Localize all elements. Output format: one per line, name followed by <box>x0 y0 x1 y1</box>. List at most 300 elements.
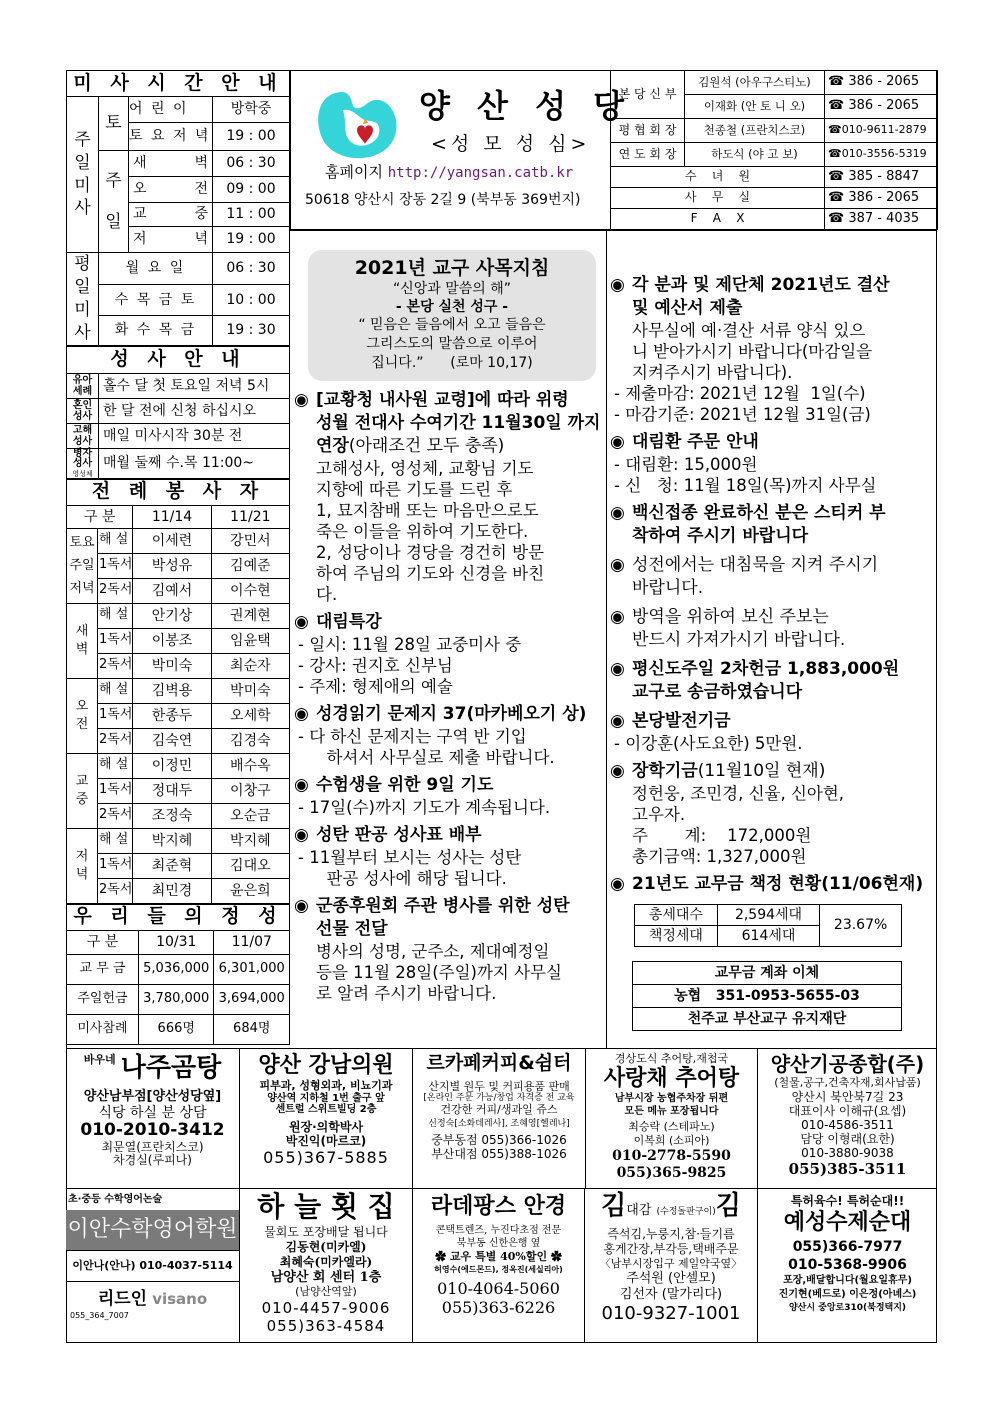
table-row <box>67 703 290 728</box>
ad-line: 초·중등 수학영어논술 <box>68 1194 163 1205</box>
ad-gigong <box>758 1049 937 1188</box>
contact-role: F A X <box>611 209 825 230</box>
account-number: 농협 351-0953-5655-03 <box>633 985 902 1008</box>
server-name: 김경숙 <box>211 728 289 753</box>
ad-name: 김 <box>601 1191 627 1221</box>
mass-label: 오 전 <box>129 177 213 203</box>
notice-item <box>292 703 604 768</box>
server-name: 박성유 <box>133 553 211 578</box>
notice-line: 니 받아가시기 바랍니다(마감일을 <box>632 342 873 361</box>
server-role: 해 설 <box>98 678 133 703</box>
table-row <box>67 753 290 778</box>
ad-line: 식당 하실 분 상담 <box>98 1104 207 1121</box>
servers-header: 11/14 <box>133 505 211 528</box>
ad-line: 담당 이형래(요한) <box>800 1132 895 1146</box>
notice-item <box>608 502 936 548</box>
tithe-status-table <box>634 904 902 947</box>
ad-prefix: 바우네 <box>83 1053 116 1066</box>
notice-line: - 대림환: 15,000원 <box>614 455 758 474</box>
account-transfer-box <box>632 961 902 1031</box>
table-row <box>67 603 290 628</box>
notice-item <box>608 710 936 754</box>
ad-line: 경상도식 추어탕,재첩국 <box>614 1052 729 1065</box>
notice-title: 수험생을 위한 9일 기도 <box>316 775 494 795</box>
notice-title: 교구로 송금하였습니다 <box>632 682 803 702</box>
weekday-mass-label: 평일미사 <box>74 254 91 343</box>
pastor-label: 본 당 신 부 <box>611 71 685 119</box>
offerings-header: 10/31 <box>139 930 214 954</box>
sacrament-label: 혼인성사 <box>72 399 93 422</box>
notice-title: 선물 전달 <box>316 919 388 939</box>
notice-title: 장학기금 <box>632 761 698 781</box>
server-group-label: 저녁 <box>75 849 89 882</box>
table-row <box>67 728 290 753</box>
notice-item <box>292 389 604 605</box>
notice-item <box>608 554 936 600</box>
phone-number: 386 - 2065 <box>848 74 920 90</box>
phone-number: 010-9611-2879 <box>841 123 927 137</box>
server-name: 권계현 <box>211 603 289 628</box>
mass-time: 06 : 30 <box>213 253 290 285</box>
server-name: 오순금 <box>211 803 289 828</box>
ad-line: 신정숙[소화데레사], 조혜영[헬레나] <box>428 1119 570 1130</box>
notice-line: 판공 성사에 해당 됩니다. <box>316 869 507 888</box>
table-row <box>67 1014 290 1044</box>
notice-line: 고우자. <box>632 805 686 824</box>
ad-line: 〈남부시장입구 제일약국옆〉 <box>599 1257 743 1270</box>
ad-name: 나주곰탕 <box>120 1053 222 1083</box>
ad-line: 진기현(베드로) 이은정(아녜스) <box>778 1289 917 1300</box>
ad-academy <box>66 1189 240 1343</box>
offering-value: 5,036,000 <box>139 954 214 984</box>
offering-value: 684명 <box>214 1014 290 1044</box>
notice-item <box>608 431 936 496</box>
ad-line: 산지별 원두 및 커피용품 판매 <box>428 1079 570 1093</box>
server-name: 김벽용 <box>133 678 211 703</box>
server-name: 안기상 <box>133 603 211 628</box>
motto-theme: “신앙과 말씀의 해” <box>392 281 512 297</box>
notice-title: 21년도 교무금 책정 현황(11/06현재) <box>632 874 924 894</box>
ad-line: 김동현(미카엘) <box>285 1240 367 1254</box>
notice-item <box>608 873 936 896</box>
ad-line: 양산시 북안북7길 23 <box>791 1090 904 1104</box>
ad-name: 양산 강남의원 <box>258 1053 394 1078</box>
ad-name: 하 늘 횟 집 <box>257 1190 395 1223</box>
notices-list <box>608 274 936 896</box>
bullet-icon: ◉ <box>294 896 309 916</box>
server-role: 2독서 <box>98 878 133 903</box>
ad-hoetjip <box>240 1189 413 1343</box>
server-role: 2독서 <box>98 653 133 678</box>
bullet-icon: ◉ <box>610 432 625 452</box>
ad-line: 센트럴 스위트빌딩 2층 <box>275 1104 377 1116</box>
server-group-label: 오전 <box>75 699 89 732</box>
contact-name: 김원석 (아우구스티노) <box>685 71 825 95</box>
bullet-icon: ◉ <box>294 825 309 845</box>
notice-title: 각 분과 및 제단체 2021년도 결산 <box>632 275 890 295</box>
ad-line: 특허육수! 특허순대!! <box>790 1194 905 1208</box>
server-name: 오세학 <box>211 703 289 728</box>
notice-line: 2, 성당이나 경당을 경건히 방문 <box>316 543 544 562</box>
mass-time: 19 : 30 <box>213 315 290 345</box>
sacraments-table <box>66 346 290 479</box>
ad-phone: 이안나(안나) 010-4037-5114 <box>66 1250 239 1282</box>
ad-phone: 010-2010-3412 <box>80 1120 225 1141</box>
notice-line: - 이강훈(사도요한) 5만원. <box>614 734 803 753</box>
notice-line: 지켜주시기 바랍니다). <box>632 363 793 382</box>
bullet-icon: ◉ <box>610 874 625 894</box>
church-address: 50618 양산시 장동 2길 9 (북부동 369번지) <box>305 192 581 208</box>
readin-logo: 리드인 <box>97 1289 148 1309</box>
ad-line: 모든 메뉴 포장됩니다 <box>624 1106 719 1117</box>
sacrament-label: 유아세례 <box>72 374 93 397</box>
server-name: 강민서 <box>211 528 289 553</box>
contact-phone: ☎010-9611-2879 <box>825 119 938 143</box>
offering-value: 3,780,000 <box>139 984 214 1014</box>
ad-line: (수정돌판구이) <box>656 1207 716 1217</box>
ad-name: 르카페커피&쉼터 <box>426 1052 572 1074</box>
sunday-mass-label: 주일미사 <box>74 129 91 219</box>
mass-time: 19 : 00 <box>213 123 290 151</box>
table-row <box>67 828 290 853</box>
server-role: 2독서 <box>98 728 133 753</box>
notice-item <box>608 760 936 867</box>
ad-name: 김 <box>715 1191 741 1221</box>
notice-line: 병사의 성명, 군주소, 제대예정일 <box>316 942 550 961</box>
server-name: 김대오 <box>211 853 289 878</box>
ad-line: 최혜숙(미카엘라) <box>279 1255 373 1269</box>
contact-role: 연 도 회 장 <box>611 143 685 167</box>
motto-title: 2021년 교구 사목지침 <box>354 257 550 279</box>
ad-phone: 010-9327-1001 <box>601 1303 741 1324</box>
servers-header: 11/21 <box>211 505 289 528</box>
ad-line: 물회도 포장배달 됩니다 <box>264 1225 388 1239</box>
mass-label: 화 수 목 금 <box>99 315 213 345</box>
middle-column <box>292 240 604 1004</box>
phone-number: 010-3556-5319 <box>841 147 927 161</box>
contact-name: 하도식 (야 고 보) <box>685 143 825 167</box>
notice-line: 정헌웅, 조민경, 신율, 신아현, <box>632 784 845 803</box>
offering-value: 3,694,000 <box>214 984 290 1014</box>
ad-gangnam-clinic <box>240 1049 413 1188</box>
phone-number: 386 - 2065 <box>848 98 920 114</box>
server-role: 1독서 <box>98 853 133 878</box>
tithe-percent: 23.67% <box>820 905 902 947</box>
server-name: 최순자 <box>211 653 289 678</box>
ad-line: 차경실(루피나) <box>113 1153 192 1168</box>
sacrament-text: 매일 미사시작 30분 전 <box>99 423 290 448</box>
table-row <box>67 528 290 553</box>
mass-time: 09 : 00 <box>213 177 290 203</box>
ad-line: 허영수(에드몬드), 정옥진(세실리아) <box>434 1265 563 1274</box>
notice-line: - 신 청: 11월 18일(목)까지 사무실 <box>614 476 877 495</box>
server-name: 김예준 <box>211 553 289 578</box>
ad-line: ✿ 교우 특별 40%할인 ✿ <box>435 1250 562 1263</box>
sacrament-text: 한 달 전에 신청 하십시오 <box>99 398 290 423</box>
notice-item <box>292 611 604 697</box>
homepage-label: 홈페이지 <box>325 163 383 181</box>
notice-title: 반드시 가져가시기 바랍니다. <box>632 630 846 650</box>
notice-line: 사무실에 예·결산 서류 양식 있으 <box>632 321 866 340</box>
tithe-label: 책정세대 <box>635 926 718 947</box>
notice-line: 고해성사, 영성체, 교황님 기도 <box>316 459 534 478</box>
saturday-label: 토 <box>99 97 129 151</box>
ad-line: 즉석김,누룽지,참·들기름 <box>607 1227 735 1241</box>
server-role: 2독서 <box>98 803 133 828</box>
table-row <box>67 628 290 653</box>
bullet-icon: ◉ <box>294 390 309 410</box>
notice-title: 성탄 판공 성사표 배부 <box>316 825 482 845</box>
server-name: 김예서 <box>133 578 211 603</box>
server-name: 박미숙 <box>133 653 211 678</box>
ad-phone: 055)363-4584 <box>266 1317 386 1335</box>
server-role: 해 설 <box>98 603 133 628</box>
notice-title: 연장 <box>316 436 349 456</box>
ad-line: (철물,공구,건축자재,회사납품) <box>774 1076 921 1089</box>
contact-phone: ☎ 386 - 2065 <box>825 188 938 209</box>
notice-title: 대림환 주문 안내 <box>632 432 759 452</box>
ad-phone: 부산대점 055)388-1026 <box>431 1146 567 1161</box>
mass-times-title: 미 사 시 간 안 내 <box>67 71 290 97</box>
server-name: 이수현 <box>211 578 289 603</box>
sacraments-title: 성 사 안 내 <box>67 346 290 373</box>
ad-phone: 055)363-6226 <box>441 1298 556 1317</box>
ad-phone: 010-4064-5060 <box>437 1279 560 1298</box>
bullet-icon: ◉ <box>294 775 309 795</box>
church-subtitle: <성 모 성 심> <box>431 133 591 155</box>
ad-optical <box>413 1189 585 1343</box>
server-name: 박지혜 <box>211 828 289 853</box>
server-name: 임윤택 <box>211 628 289 653</box>
phone-number: 385 - 8847 <box>848 168 920 184</box>
ad-name: 사랑채 추어탕 <box>603 1066 740 1091</box>
motto-line: “ 믿음은 들음에서 오고 들음은 <box>358 317 546 333</box>
table-row <box>67 954 290 984</box>
server-name: 윤은희 <box>211 878 289 903</box>
contact-phone: ☎ 385 - 8847 <box>825 167 938 188</box>
notice-item <box>292 774 604 818</box>
phone-number: 386 - 2065 <box>848 189 920 205</box>
notice-title: 대림특강 <box>316 612 382 632</box>
church-logo-icon <box>313 90 399 162</box>
bullet-icon: ◉ <box>294 612 309 632</box>
server-role: 1독서 <box>98 553 133 578</box>
account-title: 교무금 계좌 이체 <box>633 962 902 985</box>
offerings-title: 우 리 들 의 정 성 <box>67 904 290 930</box>
mass-time: 06 : 30 <box>213 151 290 177</box>
header-divider <box>290 230 937 231</box>
notice-title: 바랍니다. <box>632 578 704 598</box>
servers-header: 구 분 <box>67 505 133 528</box>
sacrament-text: 홀수 달 첫 토요일 저녁 5시 <box>99 373 290 398</box>
offering-value: 666명 <box>139 1014 214 1044</box>
mass-time: 11 : 00 <box>213 203 290 227</box>
server-name: 정대두 <box>133 778 211 803</box>
ad-line: 남양산 회 센터 1층 <box>270 1270 382 1285</box>
notice-line: - 마감기준: 2021년 12월 31일(금) <box>614 405 871 424</box>
ad-line: 김선자 (말가리다) <box>619 1287 723 1302</box>
ad-cafe <box>413 1049 586 1188</box>
table-row <box>67 578 290 603</box>
mass-time: 19 : 00 <box>213 227 290 253</box>
ad-name: 대감 <box>626 1203 652 1218</box>
sunday-label: 주일 <box>105 170 122 232</box>
server-role: 1독서 <box>98 703 133 728</box>
notice-line: 다. <box>316 585 338 604</box>
server-name: 최민경 <box>133 878 211 903</box>
ad-phone: 055)366-7977 <box>792 1239 903 1255</box>
notice-line: - 11월부터 보시는 성사는 성탄 <box>298 848 522 867</box>
ad-name: 예성수제순대 <box>783 1210 912 1235</box>
ad-line: 양산시 중앙로310(북정택지) <box>788 1303 907 1313</box>
notice-line: - 17일(수)까지 기도가 계속됩니다. <box>298 798 551 817</box>
contact-role: 사 무 실 <box>611 188 825 209</box>
notice-title: 성경읽기 문제지 37(마카베오기 상) <box>316 704 587 724</box>
bullet-icon: ◉ <box>610 607 625 627</box>
bullet-icon: ◉ <box>610 275 625 295</box>
ad-phone: 055)385-3511 <box>788 1160 907 1178</box>
ad-line: 최승락 (스테파노) <box>628 1120 715 1133</box>
notice-item <box>292 895 604 1004</box>
visang-logo: visano <box>152 1290 208 1308</box>
table-row <box>67 778 290 803</box>
notice-title: 및 예산서 제출 <box>632 298 743 318</box>
table-row <box>67 853 290 878</box>
motto-subtitle: - 본당 실천 성구 - <box>395 299 509 315</box>
bullet-icon: ◉ <box>610 555 625 575</box>
server-name: 이정민 <box>133 753 211 778</box>
homepage-link[interactable]: http://yangsan.catb.kr <box>387 165 574 181</box>
server-role: 해 설 <box>98 828 133 853</box>
mass-times-table <box>66 70 290 346</box>
bullet-icon: ◉ <box>610 659 625 679</box>
church-header <box>290 70 633 230</box>
church-name: 양 산 성 당 <box>419 87 633 125</box>
ad-phone: 055)365-9825 <box>616 1165 727 1181</box>
sacrament-sublabel: 영성체 <box>72 469 93 478</box>
ad-line: 건강한 커피/생과일 쥬스 <box>440 1102 558 1116</box>
bullet-icon: ◉ <box>610 503 625 523</box>
bullet-icon: ◉ <box>610 711 625 731</box>
mass-times-section <box>66 70 290 1045</box>
account-holder: 천주교 부산교구 유지재단 <box>633 1008 902 1031</box>
contact-name: 이재화 (안 토 니 오) <box>685 95 825 119</box>
server-name: 이창구 <box>211 778 289 803</box>
mass-label: 수 목 금 토 <box>99 285 213 316</box>
sacrament-text: 매월 둘째 수.목 11:00~ <box>99 448 290 478</box>
ad-line: 주석원 (안셀모) <box>626 1271 716 1286</box>
ad-line: 원장·의학박사 <box>288 1119 364 1134</box>
sacrament-label: 병자성사 <box>72 447 93 470</box>
server-name: 김숙연 <box>133 728 211 753</box>
offerings-header: 구 분 <box>67 930 139 954</box>
mass-time: 10 : 00 <box>213 285 290 316</box>
ad-line: 포장,배달합니다(월요일휴무) <box>783 1275 912 1286</box>
mass-label: 월 요 일 <box>99 253 213 285</box>
tithe-value: 2,594세대 <box>717 905 819 926</box>
offering-label: 주일헌금 <box>67 984 139 1014</box>
offering-label: 미사참례 <box>67 1014 139 1044</box>
mass-label: 저 녁 <box>129 227 213 253</box>
server-name: 이세련 <box>133 528 211 553</box>
notice-title: 본당발전기금 <box>632 711 731 731</box>
offering-value: 6,301,000 <box>214 954 290 984</box>
notice-line: - 강사: 권지호 신부님 <box>298 656 453 675</box>
server-name: 이봉조 <box>133 628 211 653</box>
table-row <box>67 878 290 903</box>
server-name: 조정숙 <box>133 803 211 828</box>
ad-line: 대표이사 이해규(요셉) <box>788 1104 907 1118</box>
ad-phone: 010-4457-9006 <box>261 1299 391 1317</box>
notice-title: 성전에서는 대침묵을 지켜 주시기 <box>632 555 879 575</box>
contact-phone: ☎ 387 - 4035 <box>825 209 938 230</box>
ad-line: 남부시장 농협주차장 뒤편 <box>614 1093 729 1104</box>
contact-name: 천종철 (프란치스코) <box>685 119 825 143</box>
notice-line: - 제출마감: 2021년 12월 1일(수) <box>614 384 866 403</box>
table-row <box>67 984 290 1014</box>
ad-line: 박진익(마르코) <box>285 1133 367 1148</box>
bullet-icon: ◉ <box>294 704 309 724</box>
contact-phone: ☎ 386 - 2065 <box>825 95 938 119</box>
ad-line: 피부과, 성형외과, 비뇨기과 <box>259 1079 393 1093</box>
notice-line: 하여 주님의 기도와 신경을 바친 <box>316 564 545 583</box>
ad-najugomtang <box>66 1049 240 1188</box>
notice-title: 착하여 주시기 바랍니다 <box>632 526 809 546</box>
offerings-header: 11/07 <box>214 930 290 954</box>
notice-title: 군종후원회 주관 병사를 위한 성탄 <box>316 896 570 916</box>
pastoral-motto-box <box>308 250 596 381</box>
server-role: 해 설 <box>98 753 133 778</box>
offerings-table <box>66 904 290 1045</box>
ad-phone: 055)367-5885 <box>263 1147 389 1167</box>
server-name: 최준혁 <box>133 853 211 878</box>
ad-gim <box>585 1189 758 1343</box>
tithe-value: 614세대 <box>717 926 819 947</box>
table-row <box>67 803 290 828</box>
notice-line: - 일시: 11월 28일 교중미사 중 <box>298 635 522 654</box>
notice-line: 주 계: 172,000원 <box>632 826 812 845</box>
server-role: 1독서 <box>98 778 133 803</box>
mass-label: 새 벽 <box>129 151 213 177</box>
ad-line: 010-4586-3511 <box>801 1118 894 1132</box>
mass-time: 방학중 <box>213 97 290 123</box>
notice-line: 등을 11월 28일(주일)까지 사무실 <box>316 963 562 982</box>
ad-name: 이안수학영어학원 <box>66 1210 239 1250</box>
mass-label: 토 요 저 녁 <box>129 123 213 151</box>
ad-phone: 010-2778-5590 <box>612 1148 731 1164</box>
ad-chueotang <box>586 1049 758 1188</box>
notice-item <box>608 274 936 425</box>
ad-line: 010-3880-9038 <box>801 1146 894 1160</box>
ad-line: (남양산역앞) <box>295 1285 357 1298</box>
server-name: 박지혜 <box>133 828 211 853</box>
contact-phone: ☎ 386 - 2065 <box>825 71 938 95</box>
notice-title: 방역을 위하여 보신 주보는 <box>632 607 829 627</box>
notice-line: - 주제: 형제애의 예술 <box>298 677 453 696</box>
ad-line: 홍게간장,부각등,택배주문 <box>603 1242 739 1256</box>
server-group-label: 교중 <box>75 774 89 807</box>
offering-label: 교 무 금 <box>67 954 139 984</box>
ad-name: 양산기공종합(주) <box>770 1052 925 1076</box>
notice-line: 로 알려 주시기 바랍니다. <box>316 984 497 1003</box>
notice-title-suffix: (아래조건 모두 충족) <box>348 436 505 456</box>
notice-title: [교황청 내사원 교령]에 따라 위령 <box>316 390 569 410</box>
notice-line: 총기금액: 1,327,000원 <box>632 847 807 866</box>
server-group-label: 토요주일저녁 <box>69 534 95 597</box>
column-divider <box>606 230 607 1048</box>
motto-line: 집니다.” (로마 10,17) <box>371 355 533 371</box>
server-name: 박미숙 <box>211 678 289 703</box>
